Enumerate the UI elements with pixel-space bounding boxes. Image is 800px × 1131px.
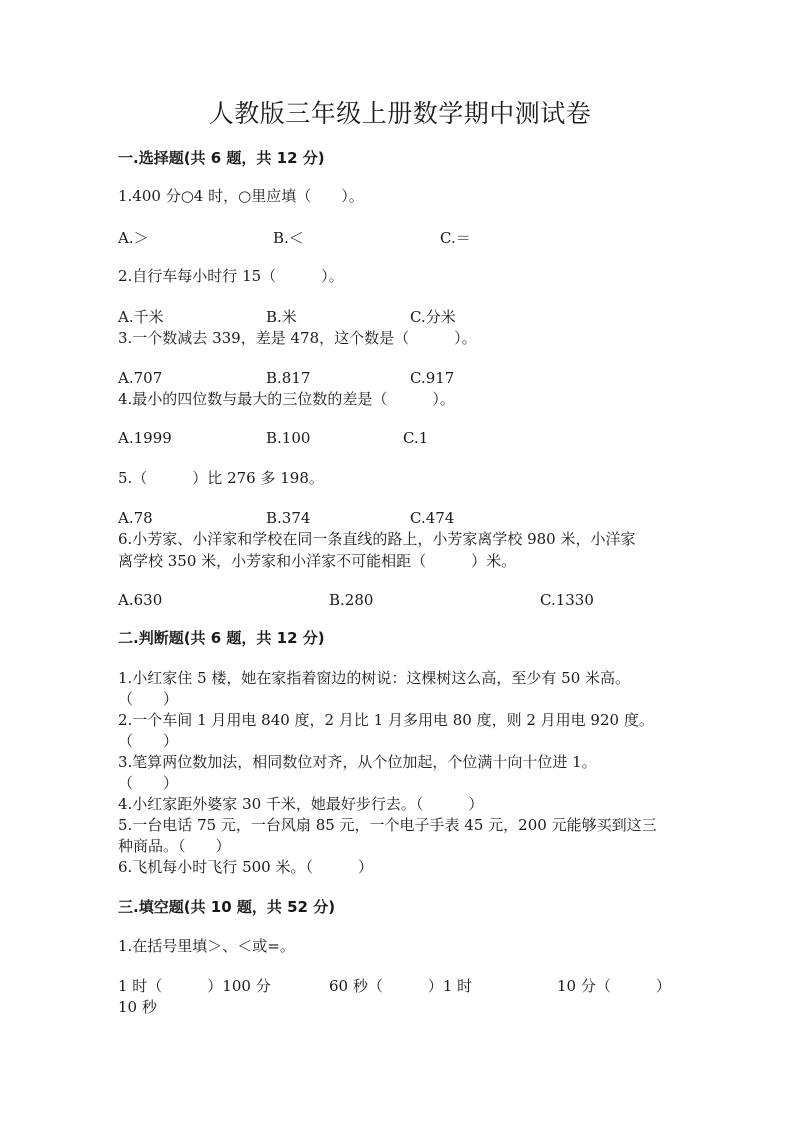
option-a: A.630: [118, 591, 163, 609]
section-heading-fill: 三.填空题(共 10 题，共 52 分): [118, 898, 336, 916]
option-c: C.917: [410, 369, 455, 387]
option-a: A.707: [118, 369, 163, 387]
question-stem: 1.400 分○4 时，○里应填（ ）。: [118, 187, 364, 205]
section-heading-judgment: 二.判断题(共 6 题，共 12 分): [118, 629, 325, 647]
option-c: C.474: [410, 509, 455, 527]
option-c: C.1: [403, 429, 429, 447]
page-title: 人教版三年级上册数学期中测试卷: [208, 99, 592, 128]
statement: 1.小红家住 5 楼，她在家指着窗边的树说：这棵树这么高，至少有 50 米高。: [118, 669, 631, 687]
option-c: C.1330: [540, 591, 594, 609]
answer-bracket: （ ）: [118, 690, 179, 708]
option-b: B.＜: [273, 229, 304, 247]
statement: 5.一台电话 75 元，一台风扇 85 元，一个电子手表 45 元，200 元能够买到这三: [118, 816, 657, 834]
question-stem: 4.最小的四位数与最大的三位数的差是（ ）。: [118, 390, 455, 408]
answer-bracket: （ ）: [118, 774, 179, 792]
option-b: B.米: [266, 308, 297, 326]
option-b: B.280: [329, 591, 374, 609]
option-b: B.374: [266, 509, 311, 527]
question-stem: 2.自行车每小时行 15（ ）。: [118, 267, 344, 285]
option-a: A.78: [118, 509, 153, 527]
comparison-item: 60 秒（ ）1 时: [329, 977, 473, 995]
statement: 6.飞机每小时飞行 500 米。（ ）: [118, 858, 373, 876]
question-stem: 5.（ ）比 276 多 198。: [118, 469, 324, 487]
section-heading-choice: 一.选择题(共 6 题，共 12 分): [118, 149, 325, 167]
option-a: A.1999: [118, 429, 172, 447]
question-stem: 3.一个数减去 339，差是 478，这个数是（ ）。: [118, 329, 477, 347]
question-stem: 1.在括号里填＞、＜或=。: [118, 937, 295, 955]
comparison-item: 1 时（ ）100 分: [118, 977, 271, 995]
option-b: B.817: [266, 369, 311, 387]
comparison-item: 10 分（ ）: [557, 977, 671, 995]
comparison-item-cont: 10 秒: [118, 998, 157, 1016]
option-c: C.＝: [440, 229, 471, 247]
statement: 3.笔算两位数加法，相同数位对齐，从个位加起，个位满十向十位进 1。: [118, 753, 597, 771]
answer-bracket: （ ）: [118, 732, 179, 750]
option-b: B.100: [266, 429, 311, 447]
option-c: C.分米: [410, 308, 456, 326]
statement: 4.小红家距外婆家 30 千米，她最好步行去。（ ）: [118, 795, 484, 813]
option-a: A.千米: [118, 308, 164, 326]
option-a: A.＞: [118, 229, 149, 247]
answer-bracket: 种商品。（ ）: [118, 837, 231, 855]
statement: 2.一个车间 1 月用电 840 度，2 月比 1 月多用电 80 度，则 2 月用电 920 度。: [118, 711, 654, 729]
question-stem-cont: 离学校 350 米，小芳家和小洋家不可能相距（ ）米。: [118, 552, 517, 570]
question-stem: 6.小芳家、小洋家和学校在同一条直线的路上，小芳家离学校 980 米，小洋家: [118, 530, 636, 548]
